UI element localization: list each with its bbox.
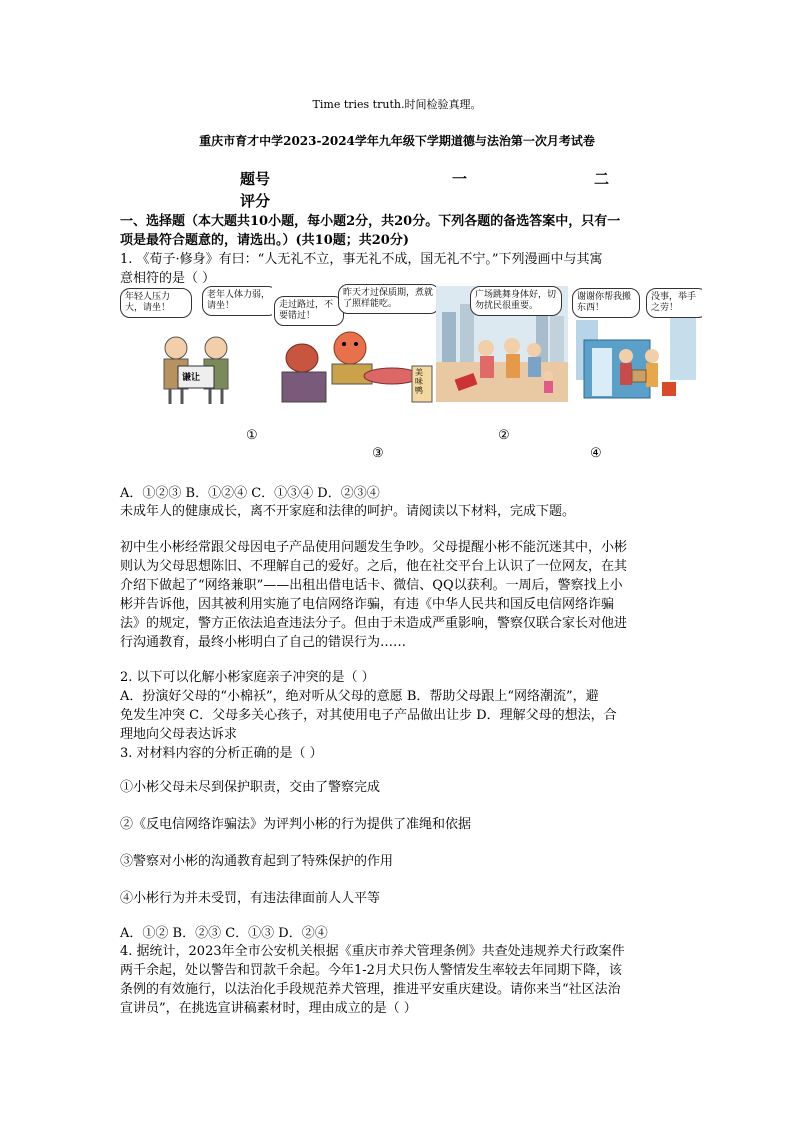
q4-line-3: 条例的有效施行，以法治化手段规范养犬管理，推进平安重庆建设。请你来当“社区法治 xyxy=(120,982,621,997)
material-intro: 未成年人的健康成长，离不开家庭和法律的呵护。请阅读以下材料，完成下题。 xyxy=(120,504,576,519)
comic-1-bubble-b: 老年人体力弱，请坐！ xyxy=(202,286,278,316)
material-line-4: 彬并告诉他，因其被利用实施了电信网络诈骗，有违《中华人民共和国反电信网络诈骗 xyxy=(120,597,615,612)
comic-2-bubble-b: 昨天才过保质期，煮就了照样能吃。 xyxy=(338,284,438,314)
q1-stem-line1: 1. 《荀子·修身》有曰：“人无礼不立，事无礼不成，国无礼不宁。”下列漫画中与其寓 xyxy=(120,252,603,267)
score-col-1: 一 xyxy=(452,170,468,188)
score-row-label-number: 题号 xyxy=(240,170,271,188)
q3-item-2: ②《反电信网络诈骗法》为评判小彬的行为提供了准绳和依据 xyxy=(120,817,472,832)
comic-marker-4: ④ xyxy=(590,446,602,461)
score-col-2: 二 xyxy=(594,170,610,188)
q1-stem-line2: 意相符的是（ ） xyxy=(120,271,216,286)
comic-marker-2: ② xyxy=(498,428,510,443)
section1-heading-line1: 一、选择题（本大题共10小题，每小题2分，共20分。下列各题的备选答案中，只有一 xyxy=(120,214,621,229)
q4-line-2: 两千余起，处以警告和罚款千余起。今年1-2月犬只伤人警情发生率较去年同期下降，该 xyxy=(120,963,622,978)
comic-2-bubble-a: 走过路过，不要错过！ xyxy=(274,296,344,326)
comic-panel-3 xyxy=(436,286,568,402)
comic-4-bubble-a: 谢谢你帮我搬东西！ xyxy=(572,288,640,318)
comic-panel-4 xyxy=(570,286,702,402)
q4-line-4: 宣讲员”，在挑选宣讲稿素材时，理由成立的是（ ） xyxy=(120,1001,417,1016)
q4-line-1: 4. 据统计，2023年全市公安机关根据《重庆市养犬管理条例》共查处违规养犬行政案件 xyxy=(120,944,625,959)
q1-options: A．①②③ B．①②④ C．①③④ D．②③④ xyxy=(120,486,380,501)
comic-marker-1: ① xyxy=(246,428,258,443)
header-note: Time tries truth.时间检验真理。 xyxy=(312,98,482,111)
q3-item-3: ③警察对小彬的沟通教育起到了特殊保护的作用 xyxy=(120,854,394,869)
material-line-6: 行沟通教育，最终小彬明白了自己的错误行为…… xyxy=(120,635,407,650)
section1-heading-line2: 项是最符合题意的，请选出。）(共10题；共20分) xyxy=(120,233,409,248)
comic-3-bubble-a: 广场跳舞身体好，切勿扰民很重要。 xyxy=(470,286,562,316)
page-title: 重庆市育才中学2023-2024学年九年级下学期道德与法治第一次月考试卷 xyxy=(199,134,595,148)
material-line-2: 则认为父母思想陈旧、不理解自己的爱好。之后，他在社交平台上认识了一位网友，在其 xyxy=(120,559,628,574)
comic-4-bubble-b: 没事，举手之劳！ xyxy=(646,288,702,318)
material-line-5: 法》的规定，警方正依法追查违法分子。但由于未造成严重影响，警察仅联合家长对他进 xyxy=(120,616,628,631)
material-line-1: 初中生小彬经常跟父母因电子产品使用问题发生争吵。父母提醒小彬不能沉迷其中，小彬 xyxy=(120,540,628,555)
comic-panel-1 xyxy=(118,286,278,406)
q3-stem: 3. 对材料内容的分析正确的是（ ） xyxy=(120,746,323,761)
q3-item-1: ①小彬父母未尽到保护职责，交由了警察完成 xyxy=(120,780,381,795)
comic-1-bubble-a: 年轻人压力大，请坐！ xyxy=(120,288,192,318)
comic-marker-3: ③ xyxy=(372,446,384,461)
comic-2-sign: 美味鸭 xyxy=(415,368,423,395)
material-line-3: 介绍下做起了“网络兼职”——出租出借电话卡、微信、QQ以获利。一周后，警察找上小 xyxy=(120,578,623,593)
score-row-label-score: 评分 xyxy=(240,192,271,210)
q2-stem: 2. 以下可以化解小彬家庭亲子冲突的是（ ） xyxy=(120,670,375,685)
comic-panel-2 xyxy=(272,284,438,406)
q2-options-line1: A．扮演好父母的“小棉袄”，绝对听从父母的意愿 B．帮助父母跟上“网络潮流”，避 xyxy=(120,689,599,704)
comic-1-sign: 谦让 xyxy=(182,373,201,383)
q3-item-4: ④小彬行为并未受罚，有违法律面前人人平等 xyxy=(120,891,381,906)
q2-options-line2: 免发生冲突 C．父母多关心孩子，对其使用电子产品做出让步 D．理解父母的想法，合 xyxy=(120,708,617,723)
q2-options-line3: 理地向父母表达诉求 xyxy=(120,727,238,742)
q3-options: A．①② B．②③ C．①③ D．②④ xyxy=(120,926,328,941)
